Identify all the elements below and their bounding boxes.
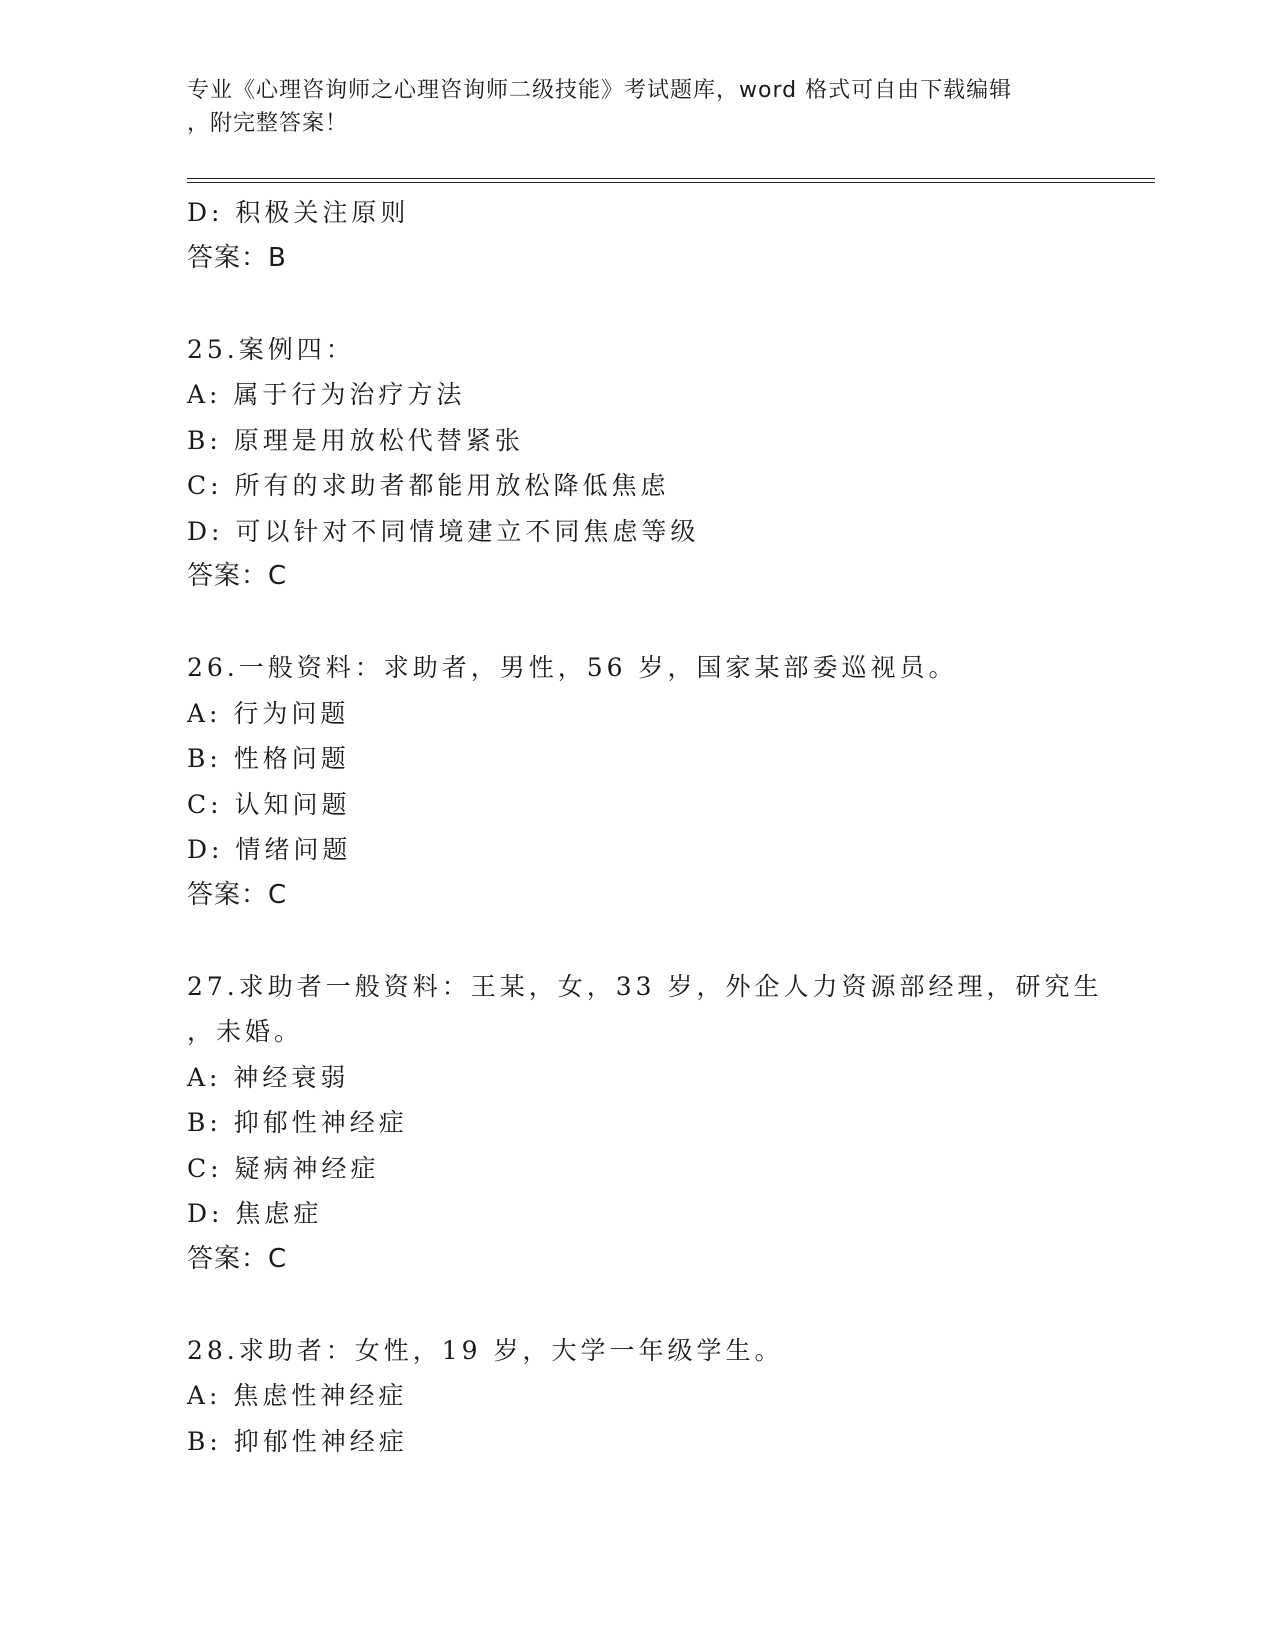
option-b: B: 性格问题 [187, 744, 350, 773]
option-d: D: 积极关注原则 [187, 198, 410, 227]
header-rule-bottom [187, 182, 1155, 183]
answer-line: 答案：C [187, 561, 288, 591]
question-stem: 28.求助者：女性，19 岁，大学一年级学生。 [187, 1335, 784, 1365]
header-line-2: ，附完整答案！ [187, 111, 349, 136]
option-a: A: 神经衰弱 [187, 1062, 350, 1092]
question-stem: 27.求助者一般资料：王某，女，33 岁，外企人力资源部经理，研究生 [187, 971, 1103, 1001]
question-stem-continued: ，未婚。 [187, 1017, 304, 1046]
question-list [187, 190, 1137, 1464]
option-a: A: 焦虑性神经症 [187, 1381, 408, 1410]
option-b: B: 原理是用放松代替紧张 [187, 425, 524, 455]
answer-line: 答案：B [187, 242, 287, 273]
spacer [187, 1282, 1137, 1328]
spacer [187, 600, 1137, 646]
option-b: B: 抑郁性神经症 [187, 1108, 408, 1137]
option-d: D: 可以针对不同情境建立不同焦虑等级 [187, 516, 700, 546]
page-header [187, 74, 1067, 140]
option-b: B: 抑郁性神经症 [187, 1426, 408, 1456]
option-d: D: 焦虑症 [187, 1199, 323, 1228]
option-c: C: 认知问题 [187, 789, 351, 819]
spacer [187, 918, 1137, 964]
option-c: C: 所有的求助者都能用放松降低焦虑 [187, 471, 670, 500]
question-stem: 25.案例四： [187, 334, 355, 364]
option-c: C: 疑病神经症 [187, 1153, 380, 1183]
answer-line: 答案：C [187, 1243, 288, 1274]
option-d: D: 情绪问题 [187, 835, 352, 864]
question-stem: 26.一般资料：求助者，男性，56 岁，国家某部委巡视员。 [187, 653, 958, 682]
option-a: A: 属于行为治疗方法 [187, 380, 466, 409]
spacer [187, 281, 1137, 327]
header-line-1: 专业《心理咨询师之心理咨询师二级技能》考试题库，word 格式可自由下载编辑 [187, 78, 1013, 103]
option-a: A: 行为问题 [187, 698, 350, 728]
header-rule-top [187, 178, 1155, 179]
answer-line: 答案：C [187, 879, 288, 910]
